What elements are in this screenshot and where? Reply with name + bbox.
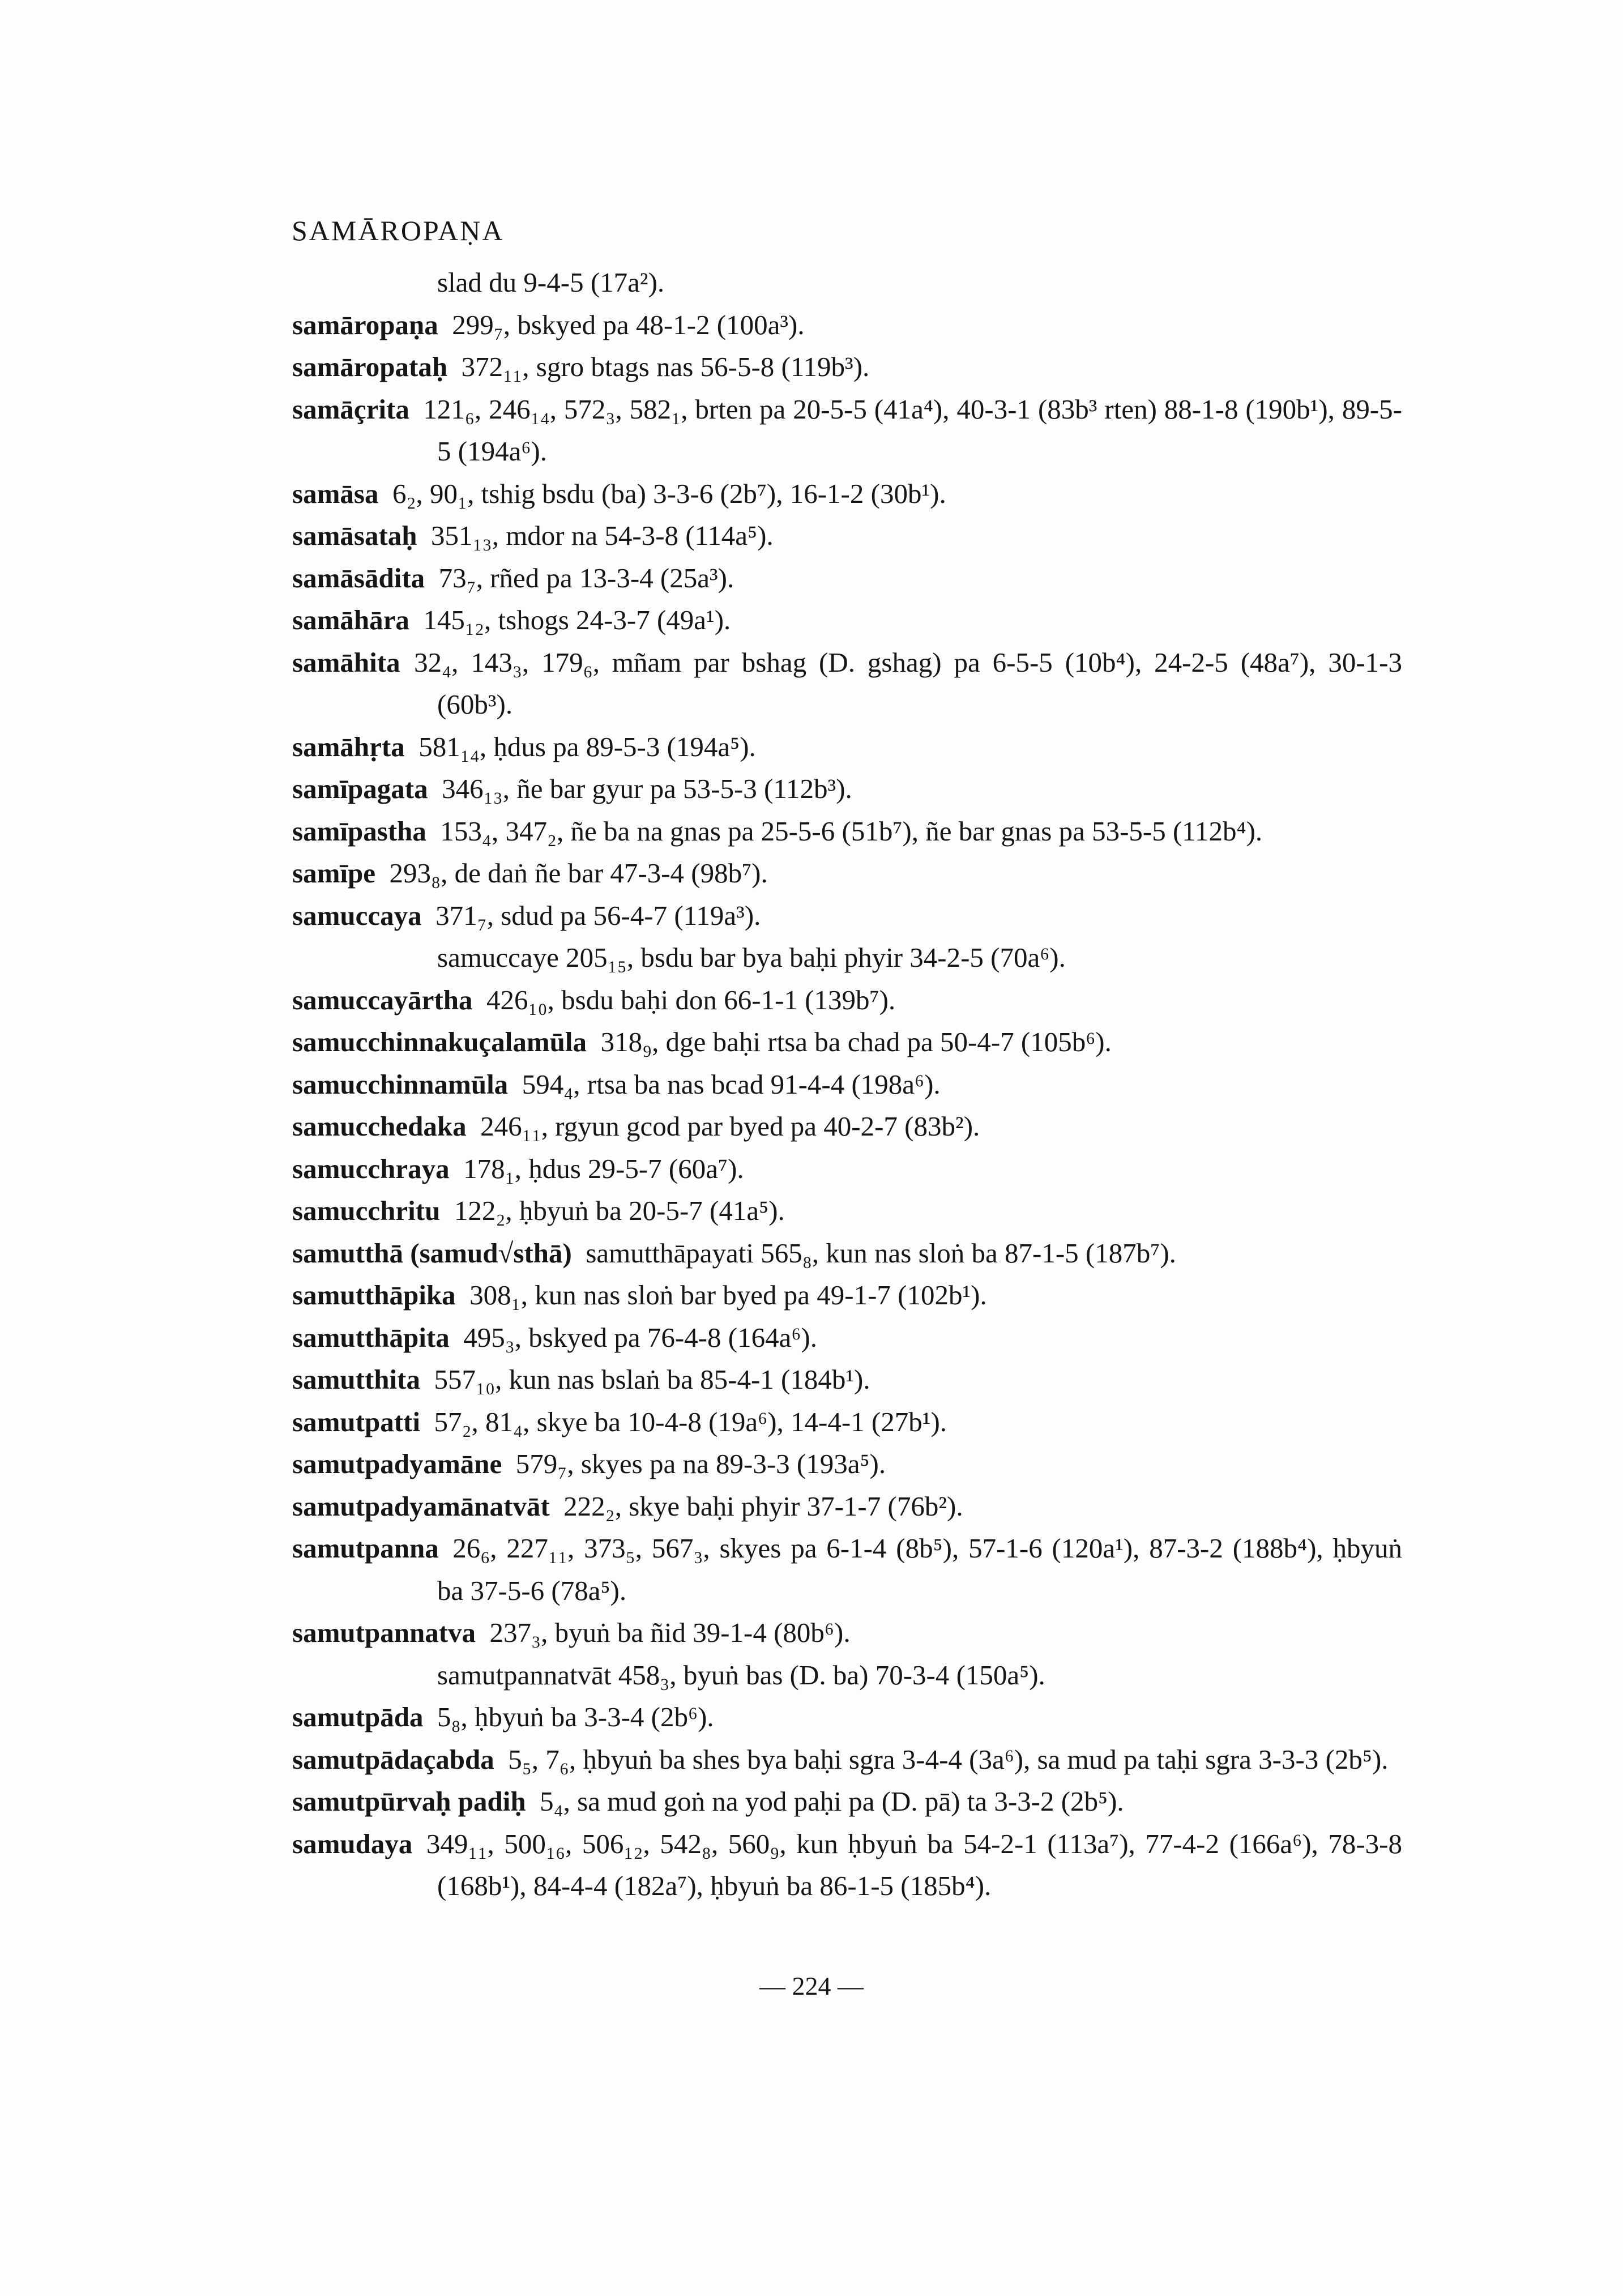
entry-body: 26₆, 227₁₁, 373₅, 567₃, skyes pa 6-1-4 (8b⁵), 57-1-6 (120a¹), 87-3-2 (188b⁴), ḥbyuṅ ba 37-5-6 (78a⁵). — [437, 1533, 1402, 1606]
entry-body: 121₆, 246₁₄, 572₃, 582₁, brten pa 20-5-5 (41a⁴), 40-3-1 (83b³ rten) 88-1-8 (190b¹), 89-5-5 (194a⁶). — [423, 393, 1402, 467]
entry-headword: samutpadyamāne — [292, 1448, 502, 1479]
dictionary-entry — [292, 1148, 1402, 1190]
page-number: — 224 — — [759, 1971, 864, 2000]
entry-headword: samucchritu — [292, 1195, 441, 1226]
dictionary-entry — [292, 1696, 1402, 1739]
entry-body: 299₇, bskyed pa 48-1-2 (100a³). — [452, 309, 805, 340]
dictionary-entry — [292, 1654, 1402, 1697]
dictionary-entry — [292, 304, 1402, 347]
entry-body: 349₁₁, 500₁₆, 506₁₂, 542₈, 560₉, kun ḥbyuṅ ba 54-2-1 (113a⁷), 77-4-2 (166a⁶), 78-3-8 (168b¹), 84-4-4 (182a⁷), ḥbyuṅ ba 86-1-5 (185b⁴). — [426, 1828, 1402, 1901]
entry-body: 222₂, skye baḥi phyir 37-1-7 (76b²). — [563, 1490, 963, 1522]
dictionary-entry — [292, 1401, 1402, 1444]
dictionary-entry — [292, 1274, 1402, 1317]
entry-body: 557₁₀, kun nas bslaṅ ba 85-4-1 (184b¹). — [434, 1364, 870, 1395]
dictionary-entry — [292, 262, 1402, 304]
entry-body: 594₄, rtsa ba nas bcad 91-4-4 (198a⁶). — [522, 1068, 941, 1100]
dictionary-entry — [292, 1106, 1402, 1148]
dictionary-entry — [292, 810, 1402, 853]
entry-headword: samucchinnamūla — [292, 1068, 509, 1100]
entry-body: 5₈, ḥbyuṅ ba 3-3-4 (2b⁶). — [437, 1701, 714, 1732]
entry-headword: samutthāpita — [292, 1321, 450, 1353]
entry-headword: samutpanna — [292, 1533, 439, 1564]
dictionary-entry — [292, 1021, 1402, 1064]
entry-body: 73₇, rñed pa 13-3-4 (25a³). — [438, 562, 734, 594]
entry-body: 318₉, dge baḥi rtsa ba chad pa 50-4-7 (105b⁶). — [600, 1026, 1112, 1057]
entry-headword: samutpadyamānatvāt — [292, 1490, 550, 1522]
dictionary-entry — [292, 726, 1402, 769]
entry-body: 371₇, sdud pa 56-4-7 (119a³). — [435, 899, 761, 931]
dictionary-entry — [292, 473, 1402, 515]
entry-headword: samīpe — [292, 857, 375, 889]
entry-headword: samīpastha — [292, 815, 426, 847]
dictionary-entry — [292, 1317, 1402, 1359]
dictionary-entry — [292, 1190, 1402, 1232]
entry-headword: samuccayārtha — [292, 984, 473, 1015]
dictionary-entry — [292, 346, 1402, 389]
dictionary-entry — [292, 937, 1402, 979]
dictionary-entry — [292, 895, 1402, 937]
entry-headword: samudaya — [292, 1828, 413, 1859]
dictionary-entry — [292, 1739, 1402, 1781]
entry-headword: samutpūrvaḥ padiḥ — [292, 1786, 526, 1817]
dictionary-entry — [292, 1064, 1402, 1106]
entry-headword: samāropaṇa — [292, 309, 438, 340]
entry-body: samuccaye 205₁₅, bsdu bar bya baḥi phyir 34-2-5 (70a⁶). — [437, 942, 1066, 973]
entry-headword: samāsataḥ — [292, 520, 417, 551]
entry-body: 57₂, 81₄, skye ba 10-4-8 (19a⁶), 14-4-1 (27b¹). — [434, 1406, 947, 1437]
entry-headword: samāhita — [292, 646, 400, 678]
entry-headword: samucchraya — [292, 1153, 450, 1184]
dictionary-entries — [292, 262, 1402, 1907]
entry-body: 346₁₃, ñe bar gyur pa 53-5-3 (112b³). — [442, 773, 852, 804]
dictionary-entry — [292, 557, 1402, 600]
entry-headword: samutthā (samud√sthā) — [292, 1237, 572, 1269]
entry-headword: samutpannatva — [292, 1617, 476, 1648]
dictionary-entry — [292, 515, 1402, 557]
entry-headword: samutpādaçabda — [292, 1743, 494, 1775]
dictionary-entry — [292, 852, 1402, 895]
entry-body: samutpannatvāt 458₃, byuṅ bas (D. ba) 70-3-4 (150a⁵). — [437, 1659, 1045, 1691]
entry-headword: samutpāda — [292, 1701, 424, 1732]
entry-body: 5₅, 7₆, ḥbyuṅ ba shes bya baḥi sgra 3-4-4 (3a⁶), sa mud pa taḥi sgra 3-3-3 (2b⁵). — [508, 1743, 1389, 1775]
entry-body: 153₄, 347₂, ñe ba na gnas pa 25-5-6 (51b⁷), ñe bar gnas pa 53-5-5 (112b⁴). — [440, 815, 1263, 847]
dictionary-entry — [292, 1232, 1402, 1275]
dictionary-entry — [292, 1359, 1402, 1401]
dictionary-entry — [292, 768, 1402, 810]
entry-headword: samutthita — [292, 1364, 420, 1395]
entry-headword: samāhāra — [292, 604, 409, 635]
dictionary-entry — [292, 642, 1402, 726]
entry-headword: samutthāpika — [292, 1279, 456, 1311]
entry-body: 426₁₀, bsdu baḥi don 66-1-1 (139b⁷). — [486, 984, 896, 1015]
entry-headword: samuccaya — [292, 899, 422, 931]
dictionary-entry — [292, 1823, 1402, 1907]
dictionary-entry — [292, 1486, 1402, 1528]
entry-body: slad du 9-4-5 (17a²). — [437, 267, 665, 298]
entry-body: 308₁, kun nas sloṅ bar byed pa 49-1-7 (102b¹). — [469, 1279, 987, 1311]
entry-headword: samucchedaka — [292, 1111, 467, 1142]
entry-body: 495₃, bskyed pa 76-4-8 (164a⁶). — [463, 1321, 817, 1353]
dictionary-entry — [292, 1612, 1402, 1654]
entry-headword: samāhṛta — [292, 731, 405, 762]
entry-body: 293₈, de daṅ ñe bar 47-3-4 (98b⁷). — [389, 857, 768, 889]
entry-headword: samāçrita — [292, 393, 409, 425]
dictionary-entry — [292, 1443, 1402, 1486]
entry-body: 6₂, 90₁, tshig bsdu (ba) 3-3-6 (2b⁷), 16-1-2 (30b¹). — [392, 477, 946, 509]
entry-headword: samāropataḥ — [292, 351, 448, 382]
dictionary-entry — [292, 599, 1402, 642]
entry-body: 178₁, ḥdus 29-5-7 (60a⁷). — [463, 1153, 744, 1184]
entry-body: 581₁₄, ḥdus pa 89-5-3 (194a⁵). — [418, 731, 756, 762]
entry-headword: samutpatti — [292, 1406, 420, 1437]
entry-body: 351₁₃, mdor na 54-3-8 (114a⁵). — [431, 520, 774, 551]
entry-body: 246₁₁, rgyun gcod par byed pa 40-2-7 (83b²). — [480, 1111, 980, 1142]
entry-body: 5₄, sa mud goṅ na yod paḥi pa (D. pā) ta 3-3-2 (2b⁵). — [540, 1786, 1124, 1817]
entry-headword: samīpagata — [292, 773, 428, 804]
entry-body: 145₁₂, tshogs 24-3-7 (49a¹). — [423, 604, 731, 635]
dictionary-entry — [292, 979, 1402, 1022]
dictionary-entry — [292, 1527, 1402, 1612]
dictionary-entry — [292, 389, 1402, 473]
entry-body: 237₃, byuṅ ba ñid 39-1-4 (80b⁶). — [489, 1617, 851, 1648]
entry-body: samutthāpayati 565₈, kun nas sloṅ ba 87-1-5 (187b⁷). — [586, 1237, 1176, 1269]
entry-body: 122₂, ḥbyuṅ ba 20-5-7 (41a⁵). — [454, 1195, 785, 1226]
entry-body: 372₁₁, sgro btags nas 56-5-8 (119b³). — [461, 351, 870, 382]
dictionary-entry — [292, 1781, 1402, 1823]
entry-headword: samucchinnakuçalamūla — [292, 1026, 587, 1057]
entry-headword: samāsa — [292, 477, 379, 509]
entry-body: 32₄, 143₃, 179₆, mñam par bshag (D. gshag) pa 6-5-5 (10b⁴), 24-2-5 (48a⁷), 30-1-3 (60b³). — [414, 646, 1402, 720]
entry-body: 579₇, skyes pa na 89-3-3 (193a⁵). — [515, 1448, 886, 1479]
entry-headword: samāsādita — [292, 562, 425, 594]
running-header: SAMĀROPAṆA — [292, 215, 505, 246]
